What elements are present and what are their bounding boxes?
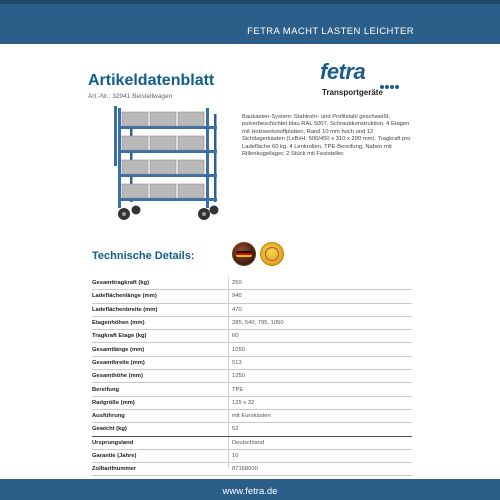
spec-label: Gesamttragkraft (kg) xyxy=(92,280,150,287)
spec-value: 1250 xyxy=(232,373,245,380)
technical-details-heading: Technische Details: xyxy=(92,250,195,262)
spec-label: Tragkraft Etage (kg) xyxy=(92,333,147,340)
table-row xyxy=(92,316,412,329)
spec-value: 513 xyxy=(232,359,242,366)
technical-details-table xyxy=(92,277,412,489)
spec-value: mit Eurokästen xyxy=(232,413,271,420)
logo-subtitle: Transportgeräte xyxy=(322,88,383,97)
spec-label: Ladeflächenlänge (mm) xyxy=(92,293,157,300)
table-row xyxy=(92,423,412,436)
spec-label: Gesamtbreite (mm) xyxy=(92,359,145,366)
table-row xyxy=(92,277,412,290)
spec-label: Gewicht (kg) xyxy=(92,426,127,433)
spec-label: Ursprungsland xyxy=(92,439,134,446)
logo-dots-icon xyxy=(380,76,400,94)
spec-label: Gesamthöhe (mm) xyxy=(92,373,143,380)
spec-value: 940 xyxy=(232,293,242,300)
spec-value: 125 x 32 xyxy=(232,399,255,406)
spec-value: 52 xyxy=(232,426,239,433)
table-row xyxy=(92,409,412,422)
made-in-germany-badge-icon xyxy=(232,242,256,266)
spec-label: Etagenhöhen (mm) xyxy=(92,320,145,327)
spec-value: 285, 540, 795, 1050 xyxy=(232,320,284,327)
spec-value: 60 xyxy=(232,333,239,340)
spec-label: Radgröße (mm) xyxy=(92,399,135,406)
spec-label: Ladeflächenbreite (mm) xyxy=(92,306,158,313)
fetra-logo xyxy=(320,60,410,102)
table-row xyxy=(92,396,412,409)
spec-value: TPE xyxy=(232,386,244,393)
table-row xyxy=(92,356,412,369)
table-row xyxy=(92,343,412,356)
spec-label: Ausführung xyxy=(92,413,125,420)
spec-label: Garantie (Jahre) xyxy=(92,453,137,459)
article-number: Art.-Nr.: 32941 Beistellwagen xyxy=(88,93,173,100)
quality-seal-badge-icon xyxy=(260,242,284,266)
product-description: Baukasten-System: Stahlrohr- und Profilstahl geschweißt, pulverbeschichtet blau RAL 5007, Schraubkonstruktion. 4 Etagen mit Holzwerkstoffplatten, Rand 10 mm hoch und 12 Sichtlagerkästen (LxBxH: 500/450 x 310 x 200 mm). Tragkraft pro Ladefläche 60 kg. 4 Lenkrollen, TPE-Bereifung, Naben mit Rillenkugellager, 2 Stück mit Feststeller. xyxy=(242,114,411,158)
table-row xyxy=(92,330,412,343)
table-row xyxy=(92,383,412,396)
spec-value: 250 xyxy=(232,280,242,287)
product-image-shelf-trolley xyxy=(110,106,220,226)
spec-value: 1050 xyxy=(232,346,245,353)
header-slogan: FETRA MACHT LASTEN LEICHTER xyxy=(247,26,414,37)
table-row xyxy=(92,303,412,316)
table-row xyxy=(92,463,412,476)
spec-value: Deutschland xyxy=(232,439,265,446)
table-row xyxy=(92,436,412,449)
table-row xyxy=(92,370,412,383)
header-band xyxy=(0,0,500,44)
spec-label: Bereifung xyxy=(92,386,120,393)
footer-url: www.fetra.de xyxy=(222,486,278,497)
spec-label: Zolltarifnummer xyxy=(92,466,137,473)
spec-value: 470 xyxy=(232,306,242,313)
document-title: Artikeldatenblatt xyxy=(88,72,215,89)
table-row xyxy=(92,290,412,303)
table-row xyxy=(92,449,412,462)
quality-badges xyxy=(232,242,292,268)
spec-value: 87168000 xyxy=(232,466,258,473)
logo-wordmark: fetra xyxy=(320,59,366,84)
spec-label: Gesamtlänge (mm) xyxy=(92,346,145,353)
spec-value: 10 xyxy=(232,453,239,459)
